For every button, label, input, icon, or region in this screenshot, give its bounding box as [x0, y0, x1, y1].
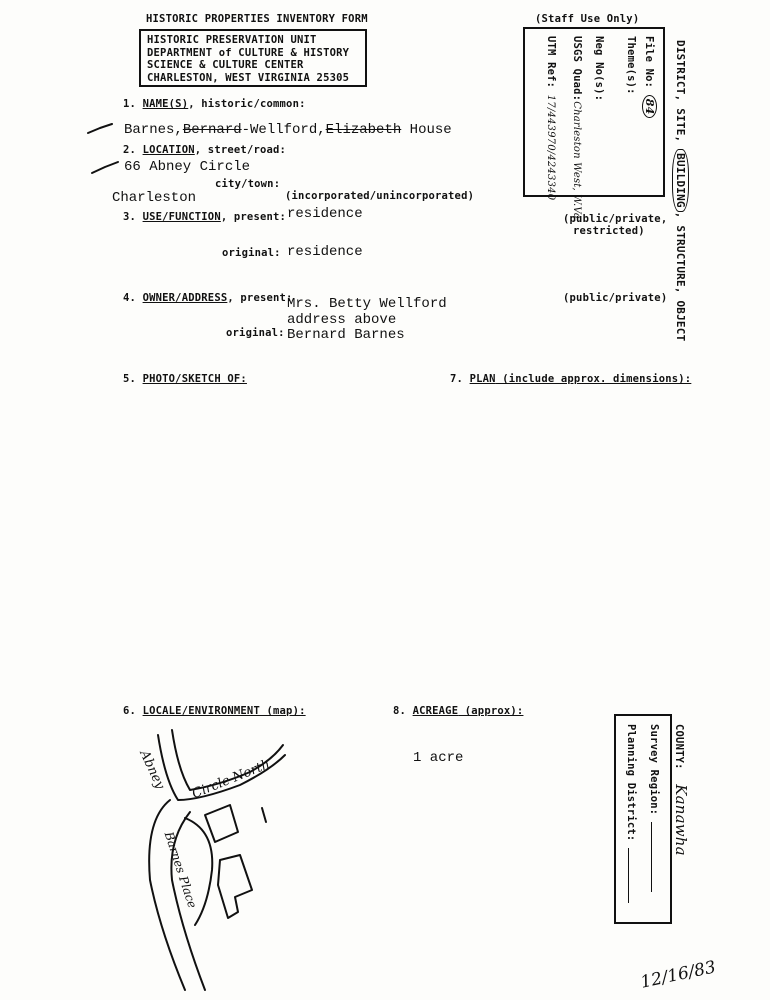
agency-box	[139, 29, 367, 87]
owner-public-private: (public/private)	[563, 292, 668, 304]
utm-row	[545, 36, 557, 200]
street-value: 66 Abney Circle	[124, 159, 251, 175]
locale-label: LOCALE/ENVIRONMENT	[142, 705, 260, 717]
use-restricted: restricted)	[573, 225, 645, 237]
category-line	[674, 40, 687, 341]
owner-present-line1: Mrs. Betty Wellford	[287, 296, 447, 312]
utm-value: 17/443970/4243340	[545, 94, 556, 201]
owner-original-value: Bernard Barnes	[287, 327, 405, 343]
city-label: city/town:	[215, 178, 281, 190]
owner-label: OWNER/ADDRESS	[142, 292, 228, 304]
name-part: House	[409, 122, 452, 138]
use-num: 3.	[123, 211, 137, 223]
owner-num: 4.	[123, 292, 137, 304]
usgs-value: Charleston West, W.Va.	[571, 101, 582, 223]
use-label-row	[123, 211, 286, 223]
name-label: NAME(S)	[142, 98, 189, 110]
owner-label-rest: , present:	[227, 292, 293, 304]
county-label: COUNTY:	[673, 724, 685, 770]
county-box	[614, 714, 672, 924]
category-selected: BUILDING	[672, 149, 689, 212]
planning-label: Planning District:	[625, 724, 637, 842]
form-title: HISTORIC PROPERTIES INVENTORY FORM	[146, 13, 368, 25]
acreage-label-row	[393, 705, 523, 717]
city-value: Charleston	[112, 190, 197, 206]
plan-label: PLAN	[469, 373, 496, 385]
agency-lines	[147, 34, 349, 84]
map-street-circle-north: Circle North	[190, 757, 273, 802]
usgs-label: USGS Quad:	[571, 36, 583, 102]
agency-line: DEPARTMENT of CULTURE & HISTORY	[147, 46, 350, 59]
name-part: -Wellford,	[241, 122, 326, 138]
survey-label: Survey Region:	[648, 724, 660, 816]
location-num: 2.	[123, 144, 137, 156]
acreage-label: ACREAGE	[412, 705, 459, 717]
photo-label: PHOTO/SKETCH OF:	[142, 373, 247, 385]
form-date: 12/16/83	[638, 957, 718, 993]
name-num: 1.	[123, 98, 137, 110]
acreage-value: 1 acre	[413, 750, 464, 766]
plan-label-row	[450, 373, 691, 385]
agency-line: CHARLESTON, WEST VIRGINIA 25305	[147, 71, 350, 84]
neg-label: Neg No(s):	[593, 36, 605, 102]
owner-original-label: original:	[226, 327, 285, 339]
planning-row	[625, 724, 637, 903]
use-original-label: original:	[222, 247, 281, 259]
use-public-private: (public/private,	[563, 213, 668, 225]
name-label-rest: , historic/common:	[188, 98, 306, 110]
staff-use-label: (Staff Use Only)	[535, 13, 640, 25]
acreage-label-rest: (approx):	[458, 705, 524, 717]
planning-blank	[628, 848, 629, 903]
category-prefix: DISTRICT, SITE,	[674, 40, 687, 150]
acreage-num: 8.	[393, 705, 407, 717]
name-label-row	[123, 98, 306, 110]
county-value: Kanawha	[671, 776, 690, 864]
use-label: USE/FUNCTION	[142, 211, 221, 223]
plan-num: 7.	[450, 373, 464, 385]
file-no-row	[642, 36, 657, 118]
file-no-label: File No:	[643, 36, 655, 89]
category-suffix: , STRUCTURE, OBJECT	[674, 211, 687, 342]
file-no-value: 84	[642, 95, 657, 119]
photo-label-row	[123, 373, 247, 385]
usgs-row	[571, 36, 583, 222]
map-street-barnes-place: Barnes Place	[161, 830, 200, 910]
use-present-value: residence	[287, 206, 363, 222]
name-part-struck: Elizabeth	[325, 122, 402, 138]
survey-blank	[651, 822, 652, 892]
name-part-struck: Bernard	[182, 122, 242, 138]
county-row	[672, 724, 690, 864]
map-street-abney: Abney	[136, 748, 168, 792]
locale-label-rest: (map):	[259, 705, 306, 717]
location-label-row	[123, 144, 286, 156]
location-label-rest: , street/road:	[194, 144, 287, 156]
owner-label-row	[123, 292, 293, 304]
locale-num: 6.	[123, 705, 137, 717]
location-label: LOCATION	[142, 144, 195, 156]
agency-line: HISTORIC PRESERVATION UNIT	[147, 34, 317, 46]
utm-label: UTM Ref:	[545, 36, 557, 89]
use-original-value: residence	[287, 244, 363, 260]
photo-num: 5.	[123, 373, 137, 385]
use-label-rest: , present:	[220, 211, 287, 223]
agency-line: SCIENCE & CULTURE CENTER	[147, 59, 304, 71]
plan-label-rest: (include approx. dimensions):	[495, 373, 692, 385]
survey-row	[648, 724, 660, 892]
incorporated-label: (incorporated/unincorporated)	[285, 190, 475, 202]
owner-present-line2: address above	[287, 312, 397, 328]
locale-label-row	[123, 705, 306, 717]
name-value	[124, 122, 452, 138]
name-part: Barnes,	[124, 122, 183, 138]
theme-label: Theme(s):	[625, 36, 637, 95]
